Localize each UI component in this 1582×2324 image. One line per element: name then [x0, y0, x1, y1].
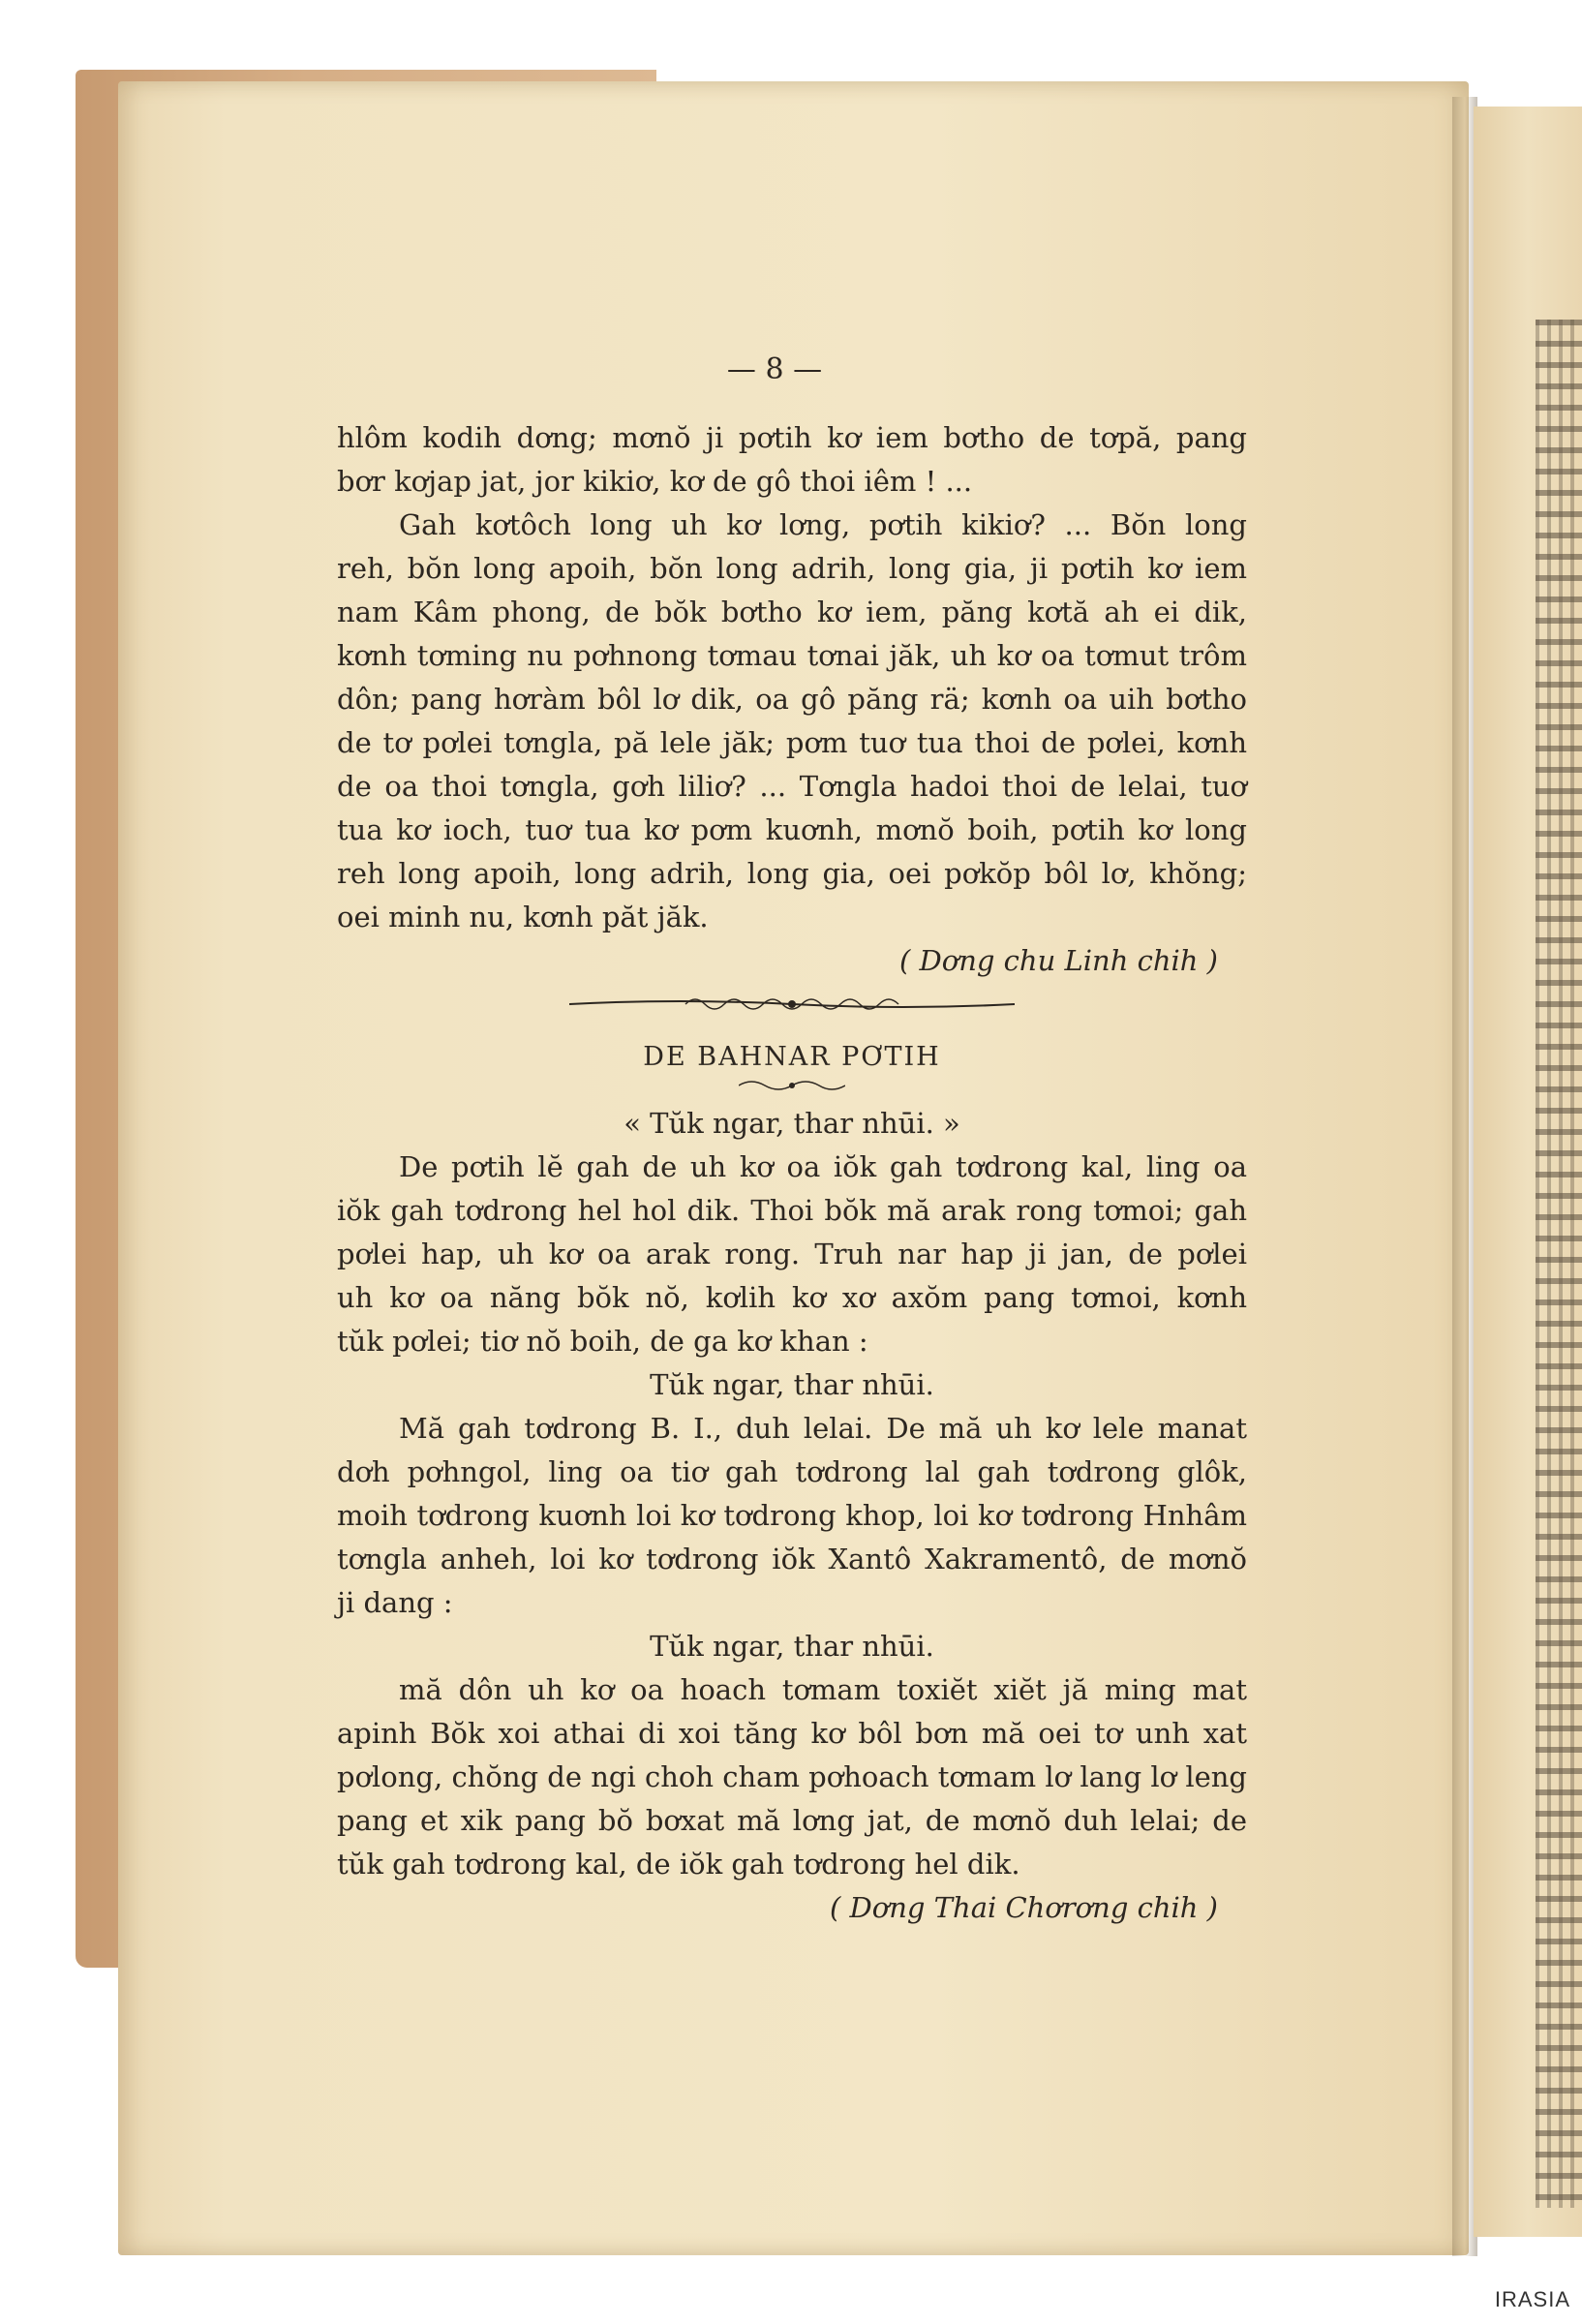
watermark: IRASIA	[1494, 2287, 1570, 2311]
text-line: moih tơdrong kuơnh loi kơ tơdrong khop, loi kơ tơdrong Hnhâm	[337, 1499, 1247, 1532]
signature: ( Dơng Thai Chơrơng chih )	[829, 1891, 1218, 1924]
epigraph: « Tŭk ngar, thar nhūi. »	[624, 1107, 960, 1140]
ornamental-divider	[569, 993, 1015, 1016]
text-line: apinh Bŏk xoi athai di xoi tăng kơ bôl bơn mă oei tơ unh xat	[337, 1717, 1247, 1750]
text-line: uh kơ oa năng bŏk nŏ, kơlih kơ xơ axŏm pang tơmoi, kơnh	[337, 1281, 1247, 1314]
text-line: nam Kâm phong, de bŏk bơtho kơ iem, păng kơtă ah ei dik,	[337, 596, 1247, 628]
text-line: bơr kơjap jat, jor kikiơ, kơ de gô thoi iêm ! ...	[337, 465, 973, 498]
text-line: De pơtih lĕ gah de uh kơ oa iŏk gah tơdrong kal, ling oa	[399, 1150, 1247, 1183]
section-1	[337, 416, 1247, 983]
text-line: ji dang :	[337, 1586, 453, 1619]
section-heading: DE BAHNAR PƠTIH	[643, 1042, 941, 1072]
text-line: Gah kơtôch long uh kơ lơng, pơtih kikiơ? ... Bŏn long	[399, 508, 1247, 541]
quote-line: Tŭk ngar, thar nhūi.	[650, 1368, 934, 1401]
page-number: — 8 —	[726, 352, 823, 386]
small-ornament	[739, 1079, 845, 1092]
text-line: dôn; pang hơràm bôl lơ dik, oa gô păng rä; kơnh oa uih bơtho	[337, 683, 1247, 716]
text-line: tŭk gah tơdrong kal, de iŏk gah tơdrong hel dik.	[337, 1848, 1020, 1881]
section-2	[337, 1035, 1247, 1930]
text-line: iŏk gah tơdrong hel hol dik. Thoi bŏk mă arak rong tơmoi; gah	[337, 1194, 1247, 1227]
text-line: dơh pơhngol, ling oa tiơ gah tơdrong lal gah tơdrong glôk,	[337, 1455, 1247, 1488]
text-line: Mă gah tơdrong B. I., duh lelai. De mă uh kơ lele manat	[399, 1412, 1247, 1445]
text-line: reh, bŏn long apoih, bŏn long adrih, long gia, ji pơtih kơ iem	[337, 552, 1247, 585]
text-line: mă dôn uh kơ oa hoach tơmam toxiĕt xiĕt jă ming mat	[399, 1673, 1247, 1706]
text-line: pang et xik pang bŏ bơxat mă lơng jat, de mơnŏ duh lelai; de	[337, 1804, 1247, 1837]
text-line: tơngla anheh, loi kơ tơdrong iŏk Xantô Xakramentô, de mơnŏ	[337, 1543, 1247, 1575]
quote-line: Tŭk ngar, thar nhūi.	[650, 1630, 934, 1663]
text-line: pơlong, chŏng de ngi choh cham pơhoach tơmam lơ lang lơ leng	[337, 1760, 1247, 1793]
text-line: oei minh nu, kơnh păt jăk.	[337, 901, 709, 933]
text-line: hlôm kodih dơng; mơnŏ ji pơtih kơ iem bơtho de tơpă, pang	[337, 421, 1247, 454]
text-line: tŭk pơlei; tiơ nŏ boih, de ga kơ khan :	[337, 1325, 868, 1358]
text-line: tua kơ ioch, tuơ tua kơ pơm kuơnh, mơnŏ boih, pơtih kơ long	[337, 813, 1247, 846]
signature: ( Dơng chu Linh chih )	[898, 944, 1218, 977]
text-line: de tơ pơlei tơngla, pă lele jăk; pơm tuơ tua thoi de pơlei, kơnh	[337, 726, 1247, 759]
text-line: reh long apoih, long adrih, long gia, oei pơkŏp bôl lơ, khŏng;	[337, 857, 1247, 890]
text-line: kơnh tơming nu pơhnong tơmau tơnai jăk, uh kơ oa tơmut trôm	[337, 639, 1247, 672]
text-line: pơlei hap, uh kơ oa arak rong. Truh nar hap ji jan, de pơlei	[337, 1238, 1247, 1270]
page-text	[337, 416, 1247, 1930]
text-line: de oa thoi tơngla, gơh liliơ? ... Tơngla hadoi thoi de lelai, tuơ	[337, 770, 1247, 803]
decorative-border-strip	[1536, 320, 1582, 2208]
